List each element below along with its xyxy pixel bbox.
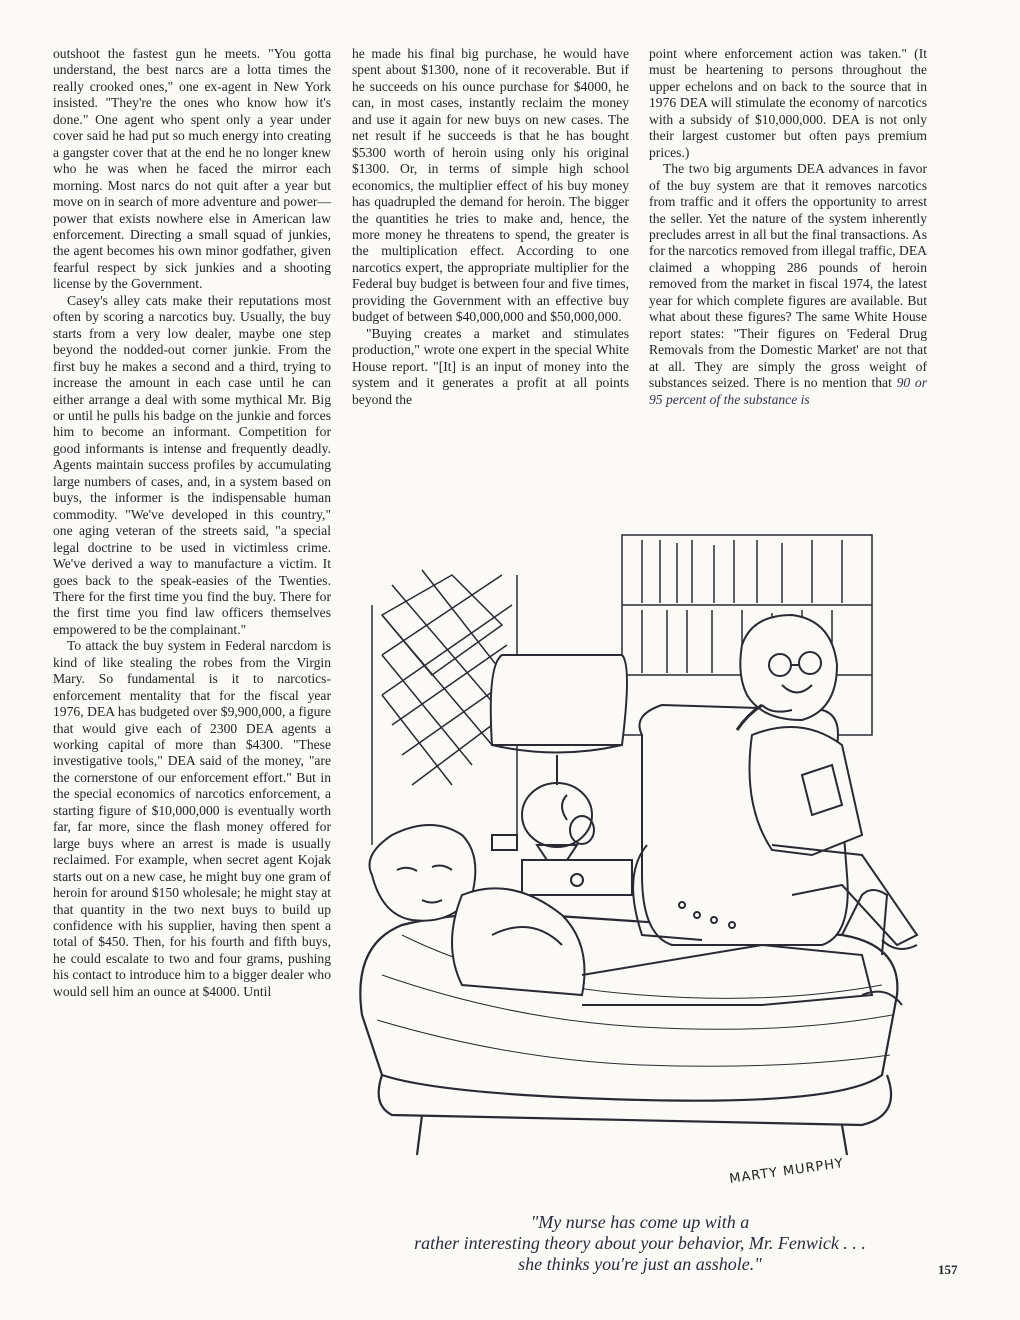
cartoonist-signature: MARTY MURPHY bbox=[728, 1156, 845, 1187]
paragraph bbox=[649, 161, 927, 408]
page-number: 157 bbox=[938, 1262, 958, 1277]
paragraph: he made his final big purchase, he would have spent about $1300, none of it recoverable. But if he succeeds on his ounce purchase for $4000, he can, in most cases, instantly reclaim the money and use it again for new buys on new cases. The net result if he succeeds is that he has bought $5300 worth of heroin using only his original $1300. Or, in terms of simple high school economics, the multiplier effect of his buy money has quadrupled the demand for heroin. The bigger the quantities he tries to make and, hence, the more money he threatens to spend, the greater is the multiplication effect. According to one narcotics expert, the appropriate multiplier for the Federal buy budget is between four and five times, providing the Government with an effective buy budget of between $40,000,000 and $50,000,000. bbox=[352, 46, 629, 325]
paragraph: "Buying creates a market and stimulates production," wrote one expert in the special White House report. "[It] is an input of money into the system and it generates a profit at all points beyond the bbox=[352, 325, 629, 407]
caption-line: "My nurse has come up with a bbox=[530, 1212, 750, 1232]
paragraph: Casey's alley cats make their reputations most often by scoring a narcotics buy. Usually, the buy starts from a very low dealer, maybe one step beyond the nodded-out corner junkie. From the first buy he makes a second and a third, trying to increase the amount in each case until he can either arrange a deal with some mythical Mr. Big or until he pulls his badge on the junkie and forces him to become an informant. Competition for good informants is intense and frequently deadly. Agents maintain success profiles by accumulating large numbers of cases, and, in a system based on buys, the informer is the indispensable human commodity. "We've developed in this country," one aging veteran of the streets said, "a special legal doctrine to be used in victimless crime. We've derived a way to manufacture a victim. It goes back to the speak-easies of the Twenties. There for the first time you find the buy. There for the first time you find law officers themselves empowered to be the complainant." bbox=[53, 292, 331, 637]
cartoon-caption bbox=[350, 1212, 930, 1275]
cartoon-illustration bbox=[342, 515, 942, 1205]
article-column-3 bbox=[649, 46, 927, 408]
caption-line: she thinks you're just an asshole." bbox=[518, 1254, 762, 1274]
article-column-2 bbox=[352, 46, 629, 408]
italic-emphasis: 90 or 95 percent of the substance is bbox=[649, 375, 927, 407]
table-lamp bbox=[491, 655, 632, 895]
caption-line: rather interesting theory about your behavior, Mr. Fenwick . . . bbox=[414, 1233, 866, 1253]
paragraph: outshoot the fastest gun he meets. "You gotta understand, the best narcs are a lotta times the really crooked ones," one ex-agent in New York insisted. "They're the ones who know how it's done." One agent who spent only a year under cover said he had put so much energy into creating a gangster cover that at the end he no longer knew who he was when he faced the mirror each morning. Most narcs do not quit after a year but move on in search of more adventure and power—power that exists nowhere else in American law enforcement. Directing a small squad of junkies, the agent becomes his own minor godfather, given fearful respect by sick junkies and a shooting license by the Government. bbox=[53, 46, 331, 292]
article-column-1 bbox=[53, 46, 331, 1000]
paragraph-text: The two big arguments DEA advances in favor of the buy system are that it removes narcotics from traffic and it offers the opportunity to arrest the seller. Yet the nature of the system inherently precludes arrest in all but the final transactions. As for the narcotics removed from illegal traffic, DEA claimed a whopping 286 pounds of heroin removed from the market in fiscal 1974, the latest year for which complete figures are available. But what about these figures? The same White House report states: "Their figures on 'Federal Drug Removals from the Domestic Market' are not that at all. They are simply the gross weight of substances seized. There is no mention that bbox=[649, 161, 927, 391]
desk-items bbox=[492, 795, 594, 850]
paragraph: point where enforcement action was taken." (It must be heartening to persons throughout the upper echelons and on back to the source that in 1976 DEA will stimulate the economy of narcotics with a subsidy of $10,000,000. DEA is not only their largest customer but often pays premium prices.) bbox=[649, 46, 927, 160]
paragraph: To attack the buy system in Federal narcdom is kind of like stealing the robes from the Virgin Mary. So fundamental is it to narcotics-enforcement mentality that for the fiscal year 1976, DEA has budgeted over $9,900,000, a figure that would give each of 2300 DEA agents a working capital of more than $4300. "These investigative tools," DEA said of the money, "are the cornerstone of our enforcement effort." But in the special economics of narcotics enforcement, a starting figure of $10,000,000 is eventually worth far, far more, since the flash money offered for large buys where an arrest is made is usually reclaimed. For example, when secret agent Kojak starts out on a new case, he might buy one gram of heroin for around $150 wholesale; he might stay at that quantity in the two next buys to build up confidence with his supplier, having then spent a total of $450. Then, for his fourth and fifth buys, he could escalate to two and four grams, pushing his contact to introduce him to a bigger dealer who would sell him an ounce at $4000. Until bbox=[53, 638, 331, 999]
